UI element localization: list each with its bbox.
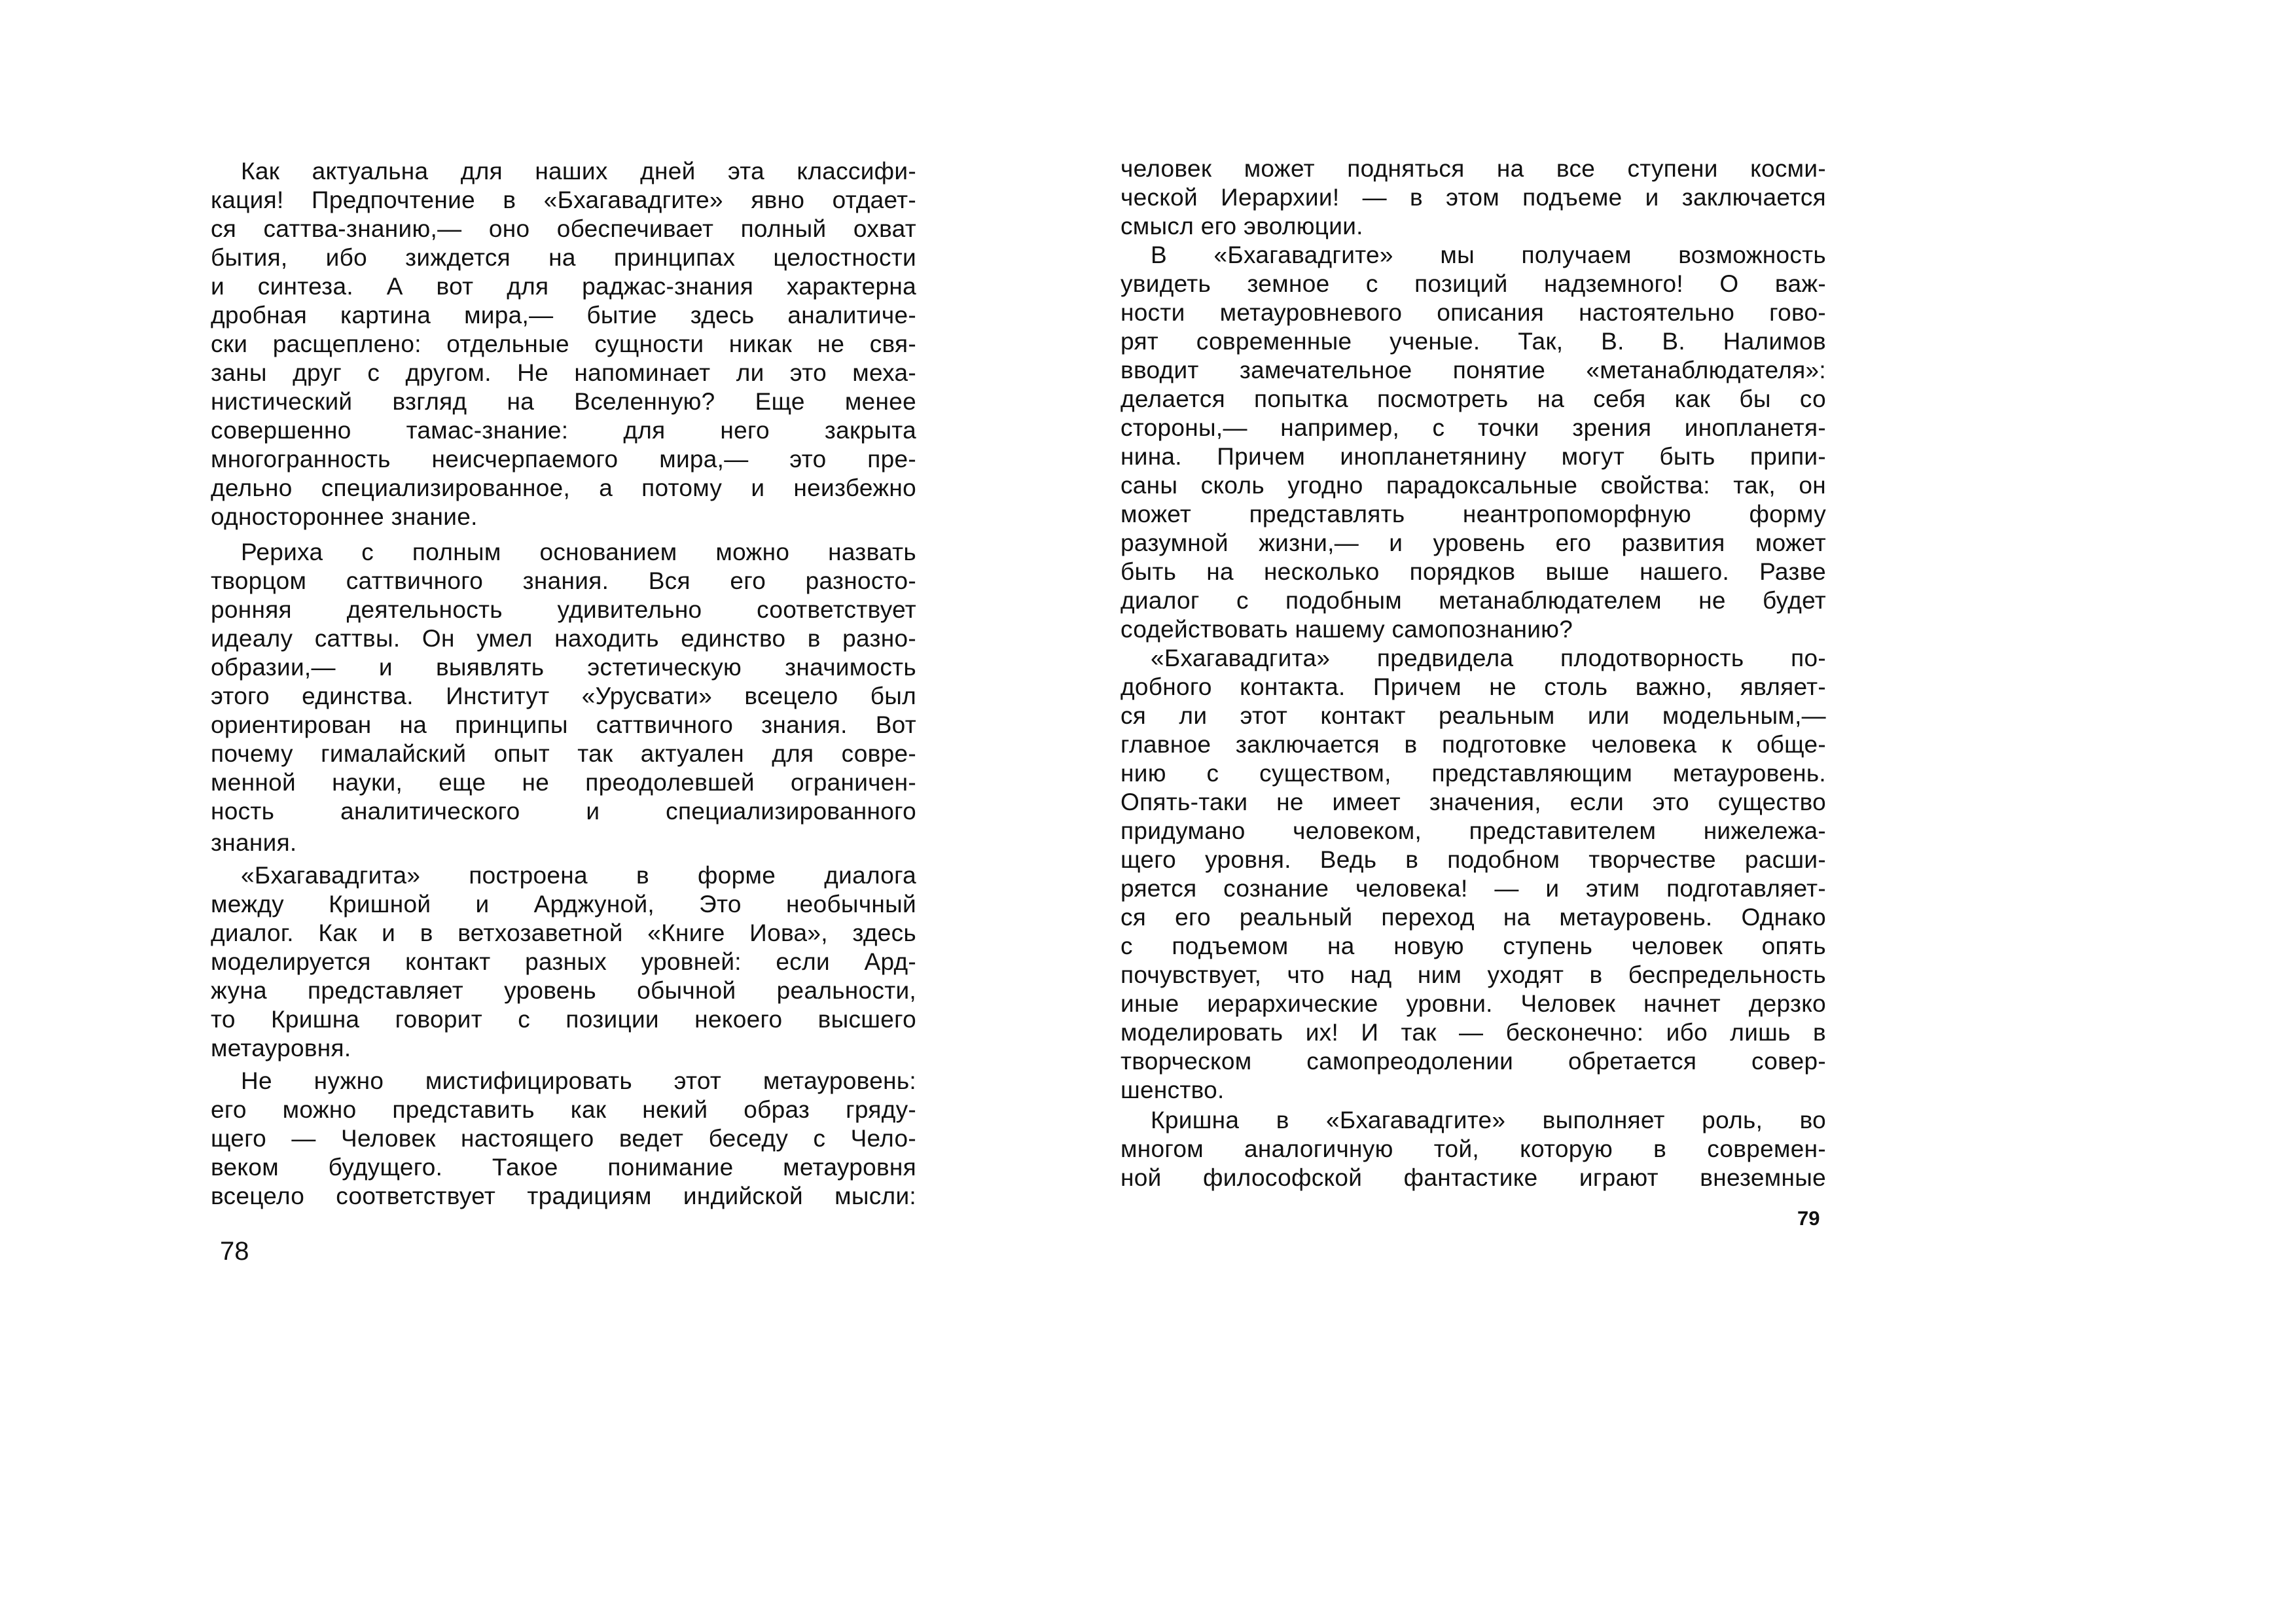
text-line: ски расщеплено: отдельные сущности никак не свя- [211, 330, 916, 357]
text-line: содействовать нашему самопознанию? [1121, 616, 1573, 643]
text-line: моделируется контакт разных уровней: если Ард- [211, 948, 916, 975]
text-line: ной философской фантастике играют внеземные [1121, 1164, 1826, 1191]
text-line: ности метауровневого описания настоятельно гово- [1121, 299, 1826, 326]
text-line: Рериха с полным основанием можно назвать [241, 539, 916, 565]
text-line: «Бхагавадгита» построена в форме диалога [241, 862, 916, 889]
text-line: человек может подняться на все ступени косми- [1121, 155, 1826, 182]
text-line: идеалу саттвы. Он умел находить единство в разно- [211, 625, 916, 652]
text-line: одностороннее знание. [211, 503, 478, 530]
text-line: увидеть земное с позиций надземного! О важ- [1121, 270, 1826, 297]
text-line: его можно представить как некий образ гряду- [211, 1096, 916, 1123]
text-line: этого единства. Институт «Урусвати» всецело был [211, 683, 916, 709]
text-line: ронняя деятельность удивительно соответствует [211, 596, 916, 623]
text-line: Опять-таки не имеет значения, если это существо [1121, 789, 1826, 815]
text-line: стороны,— например, с точки зрения инопланетя- [1121, 414, 1826, 441]
text-line: метауровня. [211, 1035, 351, 1061]
text-line: менной науки, еще не преодолевшей ограничен- [211, 769, 916, 796]
text-line: ряется сознание человека! — и этим подготавляет- [1121, 875, 1826, 902]
text-line: быть на несколько порядков выше нашего. Разве [1121, 558, 1826, 585]
text-line: разумной жизни,— и уровень его развития может [1121, 529, 1826, 556]
text-line: почувствует, что над ним уходят в беспредельность [1121, 961, 1826, 988]
text-line: ность аналитического и специализированного [211, 798, 916, 825]
text-line: многом аналогичную той, которую в современ- [1121, 1135, 1826, 1162]
text-line: то Кришна говорит с позиции некоего высшего [211, 1006, 916, 1033]
text-line: дельно специализированное, а потому и неизбежно [211, 474, 916, 501]
text-line: почему гималайский опыт так актуален для совре- [211, 740, 916, 767]
text-line: может представлять неантропоморфную форму [1121, 501, 1826, 527]
text-line: ориентирован на принципы саттвичного знания. Вот [211, 711, 916, 738]
text-line: иные иерархические уровни. Человек начнет дерзко [1121, 990, 1826, 1017]
text-line: заны друг с другом. Не напоминает ли это меха- [211, 359, 916, 386]
page-number-left: 78 [220, 1237, 249, 1266]
text-line: диалог с подобным метанаблюдателем не будет [1121, 587, 1826, 614]
text-line: творческом самопреодолении обретается совер- [1121, 1048, 1826, 1075]
text-line: щего уровня. Ведь в подобном творчестве расши- [1121, 846, 1826, 873]
text-line: многогранность неисчерпаемого мира,— это пре- [211, 446, 916, 473]
text-line: совершенно тамас-знание: для него закрыта [211, 417, 916, 444]
text-line: веком будущего. Такое понимание метауровня [211, 1154, 916, 1181]
text-line: ся его реальный переход на метауровень. Однако [1121, 904, 1826, 931]
text-line: дробная картина мира,— бытие здесь аналитиче- [211, 302, 916, 329]
text-line: Как актуальна для наших дней эта классифи- [241, 158, 916, 185]
text-line: «Бхагавадгита» предвидела плодотворность по- [1151, 645, 1826, 671]
text-line: бытия, ибо зиждется на принципах целостности [211, 244, 916, 271]
text-line: и синтеза. А вот для раджас-знания характерна [211, 273, 916, 300]
text-line: с подъемом на новую ступень человек опять [1121, 933, 1826, 959]
text-line: саны сколь угодно парадоксальные свойства: так, он [1121, 472, 1826, 499]
text-line: добного контакта. Причем не столь важно, являет- [1121, 673, 1826, 700]
text-line: нистический взгляд на Вселенную? Еще менее [211, 388, 916, 415]
text-line: моделировать их! И так — бесконечно: ибо лишь в [1121, 1019, 1826, 1046]
text-line: вводит замечательное понятие «метанаблюдателя»: [1121, 357, 1826, 383]
text-line: щего — Человек настоящего ведет беседу с Чело- [211, 1125, 916, 1152]
text-line: смысл его эволюции. [1121, 213, 1363, 240]
text-line: ся саттва-знанию,— оно обеспечивает полный охват [211, 215, 916, 242]
page-number-right: 79 [1797, 1207, 1820, 1230]
text-line: рят современные ученые. Так, В. В. Налимов [1121, 328, 1826, 355]
text-line: Кришна в «Бхагавадгите» выполняет роль, во [1151, 1107, 1826, 1133]
text-line: нию с существом, представляющим метауровень. [1121, 760, 1826, 787]
text-line: делается попытка посмотреть на себя как бы со [1121, 385, 1826, 412]
text-line: В «Бхагавадгите» мы получаем возможность [1151, 241, 1826, 268]
text-line: шенство. [1121, 1077, 1225, 1103]
text-line: творцом саттвичного знания. Вся его разносто- [211, 567, 916, 594]
text-line: Не нужно мистифицировать этот метауровень: [241, 1067, 916, 1094]
text-line: всецело соответствует традициям индийской мысли: [211, 1183, 916, 1209]
text-line: между Кришной и Арджуной, Это необычный [211, 891, 916, 918]
text-line: образии,— и выявлять эстетическую значимость [211, 654, 916, 681]
text-line: главное заключается в подготовке человека к обще- [1121, 731, 1826, 758]
text-line: кация! Предпочтение в «Бхагавадгите» явно отдает- [211, 187, 916, 213]
text-line: жуна представляет уровень обычной реальности, [211, 977, 916, 1004]
text-line: придумано человеком, представителем нижележа- [1121, 817, 1826, 844]
text-line: ческой Иерархии! — в этом подъеме и заключается [1121, 184, 1826, 211]
text-line: нина. Причем инопланетянину могут быть припи- [1121, 443, 1826, 470]
text-line: ся ли этот контакт реальным или модельным,— [1121, 702, 1826, 729]
text-line: знания. [211, 829, 297, 856]
text-line: диалог. Как и в ветхозаветной «Книге Иова», здесь [211, 919, 916, 946]
